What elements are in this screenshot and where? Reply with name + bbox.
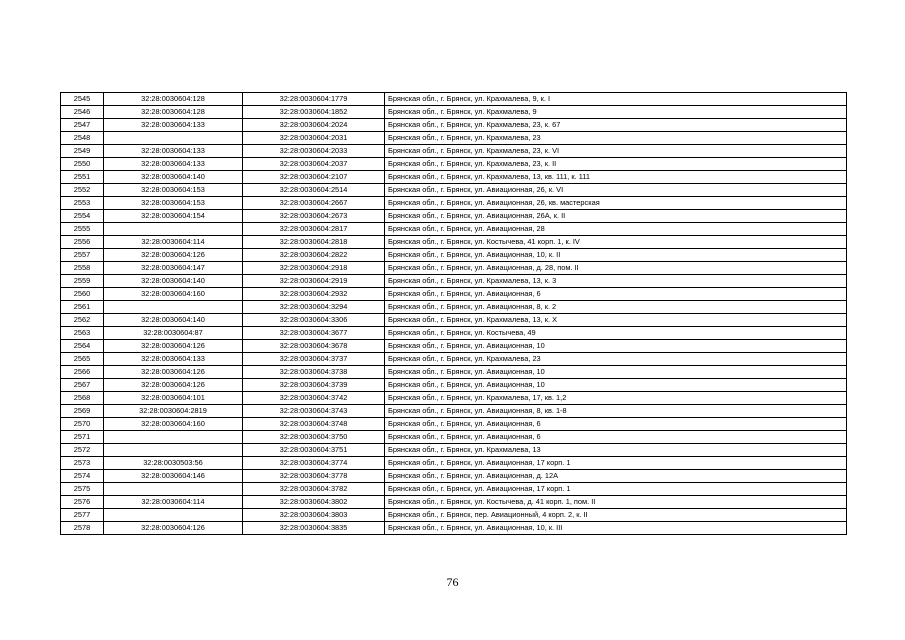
object-cadastral-number-cell: 32:28:0030604:3677 [243, 327, 385, 340]
address-cell: Брянская обл., г. Брянск, ул. Крахмалева, 13 [385, 444, 847, 457]
object-cadastral-number-cell: 32:28:0030604:3835 [243, 522, 385, 535]
table-row [61, 145, 847, 158]
land-cadastral-number-cell: 32:28:0030604:147 [104, 262, 243, 275]
row-number-cell: 2549 [61, 145, 104, 158]
object-cadastral-number-cell: 32:28:0030604:3751 [243, 444, 385, 457]
object-cadastral-number-cell: 32:28:0030604:2031 [243, 132, 385, 145]
object-cadastral-number-cell: 32:28:0030604:3738 [243, 366, 385, 379]
land-cadastral-number-cell [104, 509, 243, 522]
row-number-cell: 2571 [61, 431, 104, 444]
row-number-cell: 2564 [61, 340, 104, 353]
object-cadastral-number-cell: 32:28:0030604:2817 [243, 223, 385, 236]
address-cell: Брянская обл., г. Брянск, ул. Крахмалева, 23, к. II [385, 158, 847, 171]
address-cell: Брянская обл., г. Брянск, ул. Крахмалева, 23, к. 67 [385, 119, 847, 132]
row-number-cell: 2570 [61, 418, 104, 431]
address-cell: Брянская обл., г. Брянск, ул. Крахмалева, 9, к. I [385, 93, 847, 106]
table-row [61, 340, 847, 353]
table-row [61, 171, 847, 184]
land-cadastral-number-cell: 32:28:0030604:153 [104, 197, 243, 210]
table-row [61, 418, 847, 431]
address-cell: Брянская обл., г. Брянск, ул. Костычева, д. 41 корп. 1, пом. II [385, 496, 847, 509]
land-cadastral-number-cell: 32:28:0030604:101 [104, 392, 243, 405]
row-number-cell: 2562 [61, 314, 104, 327]
object-cadastral-number-cell: 32:28:0030604:3782 [243, 483, 385, 496]
table-row [61, 392, 847, 405]
object-cadastral-number-cell: 32:28:0030604:2107 [243, 171, 385, 184]
object-cadastral-number-cell: 32:28:0030604:2033 [243, 145, 385, 158]
table-row [61, 314, 847, 327]
land-cadastral-number-cell: 32:28:0030604:133 [104, 145, 243, 158]
object-cadastral-number-cell: 32:28:0030604:3294 [243, 301, 385, 314]
table-row [61, 366, 847, 379]
table-row [61, 119, 847, 132]
land-cadastral-number-cell: 32:28:0030604:160 [104, 288, 243, 301]
row-number-cell: 2578 [61, 522, 104, 535]
address-cell: Брянская обл., г. Брянск, ул. Авиационная, 26, кв. мастерская [385, 197, 847, 210]
object-cadastral-number-cell: 32:28:0030604:2037 [243, 158, 385, 171]
land-cadastral-number-cell: 32:28:0030604:128 [104, 93, 243, 106]
object-cadastral-number-cell: 32:28:0030604:3742 [243, 392, 385, 405]
table-row [61, 444, 847, 457]
address-cell: Брянская обл., г. Брянск, ул. Авиационная, 8, кв. 1-8 [385, 405, 847, 418]
row-number-cell: 2552 [61, 184, 104, 197]
object-cadastral-number-cell: 32:28:0030604:3748 [243, 418, 385, 431]
land-cadastral-number-cell: 32:28:0030604:87 [104, 327, 243, 340]
address-cell: Брянская обл., г. Брянск, ул. Авиационная, д. 12А [385, 470, 847, 483]
land-cadastral-number-cell: 32:28:0030604:140 [104, 171, 243, 184]
object-cadastral-number-cell: 32:28:0030604:3802 [243, 496, 385, 509]
row-number-cell: 2548 [61, 132, 104, 145]
address-cell: Брянская обл., г. Брянск, ул. Авиационная, 6 [385, 431, 847, 444]
land-cadastral-number-cell: 32:28:0030604:114 [104, 236, 243, 249]
object-cadastral-number-cell: 32:28:0030604:2024 [243, 119, 385, 132]
address-cell: Брянская обл., г. Брянск, ул. Авиационная, 10 [385, 379, 847, 392]
row-number-cell: 2545 [61, 93, 104, 106]
table-row [61, 496, 847, 509]
address-cell: Брянская обл., г. Брянск, ул. Авиационная, 10 [385, 340, 847, 353]
address-cell: Брянская обл., г. Брянск, ул. Костычева, 41 корп. 1, к. IV [385, 236, 847, 249]
address-cell: Брянская обл., г. Брянск, ул. Крахмалева, 17, кв. 1,2 [385, 392, 847, 405]
row-number-cell: 2555 [61, 223, 104, 236]
address-cell: Брянская обл., г. Брянск, ул. Авиационная, 10 [385, 366, 847, 379]
object-cadastral-number-cell: 32:28:0030604:2932 [243, 288, 385, 301]
table-row [61, 236, 847, 249]
land-cadastral-number-cell: 32:28:0030604:160 [104, 418, 243, 431]
object-cadastral-number-cell: 32:28:0030604:1852 [243, 106, 385, 119]
address-cell: Брянская обл., г. Брянск, ул. Авиационная, 6 [385, 288, 847, 301]
registry-table [60, 92, 847, 535]
row-number-cell: 2560 [61, 288, 104, 301]
address-cell: Брянская обл., г. Брянск, ул. Крахмалева, 23 [385, 353, 847, 366]
address-cell: Брянская обл., г. Брянск, ул. Костычева, 49 [385, 327, 847, 340]
address-cell: Брянская обл., г. Брянск, ул. Авиационная, 10, к. II [385, 249, 847, 262]
row-number-cell: 2553 [61, 197, 104, 210]
address-cell: Брянская обл., г. Брянск, ул. Авиационная, 8, к. 2 [385, 301, 847, 314]
table-row [61, 431, 847, 444]
land-cadastral-number-cell: 32:28:0030604:126 [104, 249, 243, 262]
land-cadastral-number-cell [104, 223, 243, 236]
row-number-cell: 2565 [61, 353, 104, 366]
table-row [61, 509, 847, 522]
land-cadastral-number-cell: 32:28:0030604:133 [104, 158, 243, 171]
land-cadastral-number-cell [104, 132, 243, 145]
address-cell: Брянская обл., г. Брянск, ул. Авиационная, 17 корп. 1 [385, 483, 847, 496]
object-cadastral-number-cell: 32:28:0030604:3306 [243, 314, 385, 327]
object-cadastral-number-cell: 32:28:0030604:3739 [243, 379, 385, 392]
address-cell: Брянская обл., г. Брянск, ул. Авиационная, 17 корп. 1 [385, 457, 847, 470]
address-cell: Брянская обл., г. Брянск, ул. Авиационная, 28 [385, 223, 847, 236]
address-cell: Брянская обл., г. Брянск, ул. Авиационная, 26, к. VI [385, 184, 847, 197]
table-row [61, 93, 847, 106]
row-number-cell: 2566 [61, 366, 104, 379]
address-cell: Брянская обл., г. Брянск, ул. Авиационная, д. 28, пом. II [385, 262, 847, 275]
object-cadastral-number-cell: 32:28:0030604:2673 [243, 210, 385, 223]
land-cadastral-number-cell: 32:28:0030604:2819 [104, 405, 243, 418]
object-cadastral-number-cell: 32:28:0030604:2667 [243, 197, 385, 210]
table-row [61, 262, 847, 275]
object-cadastral-number-cell: 32:28:0030604:3774 [243, 457, 385, 470]
row-number-cell: 2569 [61, 405, 104, 418]
table-row [61, 288, 847, 301]
table-row [61, 275, 847, 288]
address-cell: Брянская обл., г. Брянск, ул. Авиационная, 6 [385, 418, 847, 431]
row-number-cell: 2568 [61, 392, 104, 405]
object-cadastral-number-cell: 32:28:0030604:3678 [243, 340, 385, 353]
land-cadastral-number-cell: 32:28:0030604:154 [104, 210, 243, 223]
object-cadastral-number-cell: 32:28:0030604:1779 [243, 93, 385, 106]
row-number-cell: 2554 [61, 210, 104, 223]
object-cadastral-number-cell: 32:28:0030604:3743 [243, 405, 385, 418]
land-cadastral-number-cell: 32:28:0030604:126 [104, 522, 243, 535]
land-cadastral-number-cell [104, 301, 243, 314]
row-number-cell: 2574 [61, 470, 104, 483]
table-row [61, 522, 847, 535]
row-number-cell: 2556 [61, 236, 104, 249]
registry-table-body [61, 93, 847, 535]
row-number-cell: 2563 [61, 327, 104, 340]
object-cadastral-number-cell: 32:28:0030604:2818 [243, 236, 385, 249]
address-cell: Брянская обл., г. Брянск, ул. Крахмалева, 23, к. VI [385, 145, 847, 158]
land-cadastral-number-cell [104, 431, 243, 444]
land-cadastral-number-cell [104, 444, 243, 457]
land-cadastral-number-cell: 32:28:0030503:56 [104, 457, 243, 470]
table-row [61, 483, 847, 496]
land-cadastral-number-cell: 32:28:0030604:126 [104, 340, 243, 353]
table-row [61, 197, 847, 210]
table-row [61, 405, 847, 418]
land-cadastral-number-cell: 32:28:0030604:146 [104, 470, 243, 483]
land-cadastral-number-cell: 32:28:0030604:140 [104, 275, 243, 288]
row-number-cell: 2567 [61, 379, 104, 392]
row-number-cell: 2558 [61, 262, 104, 275]
address-cell: Брянская обл., г. Брянск, ул. Крахмалева, 23 [385, 132, 847, 145]
row-number-cell: 2557 [61, 249, 104, 262]
object-cadastral-number-cell: 32:28:0030604:2918 [243, 262, 385, 275]
table-row [61, 249, 847, 262]
object-cadastral-number-cell: 32:28:0030604:3803 [243, 509, 385, 522]
land-cadastral-number-cell: 32:28:0030604:126 [104, 379, 243, 392]
object-cadastral-number-cell: 32:28:0030604:3778 [243, 470, 385, 483]
land-cadastral-number-cell: 32:28:0030604:153 [104, 184, 243, 197]
row-number-cell: 2573 [61, 457, 104, 470]
address-cell: Брянская обл., г. Брянск, пер. Авиационный, 4 корп. 2, к. II [385, 509, 847, 522]
row-number-cell: 2577 [61, 509, 104, 522]
row-number-cell: 2561 [61, 301, 104, 314]
address-cell: Брянская обл., г. Брянск, ул. Крахмалева, 13, к. 3 [385, 275, 847, 288]
land-cadastral-number-cell: 32:28:0030604:133 [104, 353, 243, 366]
row-number-cell: 2546 [61, 106, 104, 119]
land-cadastral-number-cell: 32:28:0030604:140 [104, 314, 243, 327]
row-number-cell: 2559 [61, 275, 104, 288]
land-cadastral-number-cell: 32:28:0030604:114 [104, 496, 243, 509]
table-row [61, 184, 847, 197]
address-cell: Брянская обл., г. Брянск, ул. Крахмалева, 13, к. X [385, 314, 847, 327]
object-cadastral-number-cell: 32:28:0030604:2822 [243, 249, 385, 262]
page-number: 76 [446, 575, 459, 589]
row-number-cell: 2576 [61, 496, 104, 509]
address-cell: Брянская обл., г. Брянск, ул. Авиационная, 10, к. III [385, 522, 847, 535]
object-cadastral-number-cell: 32:28:0030604:3750 [243, 431, 385, 444]
table-row [61, 457, 847, 470]
table-row [61, 106, 847, 119]
object-cadastral-number-cell: 32:28:0030604:2919 [243, 275, 385, 288]
row-number-cell: 2550 [61, 158, 104, 171]
table-row [61, 470, 847, 483]
land-cadastral-number-cell [104, 483, 243, 496]
table-row [61, 210, 847, 223]
address-cell: Брянская обл., г. Брянск, ул. Крахмалева, 13, кв. 111, к. 111 [385, 171, 847, 184]
land-cadastral-number-cell: 32:28:0030604:133 [104, 119, 243, 132]
row-number-cell: 2572 [61, 444, 104, 457]
land-cadastral-number-cell: 32:28:0030604:126 [104, 366, 243, 379]
object-cadastral-number-cell: 32:28:0030604:3737 [243, 353, 385, 366]
address-cell: Брянская обл., г. Брянск, ул. Крахмалева, 9 [385, 106, 847, 119]
table-row [61, 379, 847, 392]
table-row [61, 132, 847, 145]
row-number-cell: 2575 [61, 483, 104, 496]
table-row [61, 353, 847, 366]
row-number-cell: 2547 [61, 119, 104, 132]
land-cadastral-number-cell: 32:28:0030604:128 [104, 106, 243, 119]
table-row [61, 223, 847, 236]
table-row [61, 301, 847, 314]
object-cadastral-number-cell: 32:28:0030604:2514 [243, 184, 385, 197]
row-number-cell: 2551 [61, 171, 104, 184]
address-cell: Брянская обл., г. Брянск, ул. Авиационная, 26А, к. II [385, 210, 847, 223]
table-row [61, 327, 847, 340]
table-row [61, 158, 847, 171]
